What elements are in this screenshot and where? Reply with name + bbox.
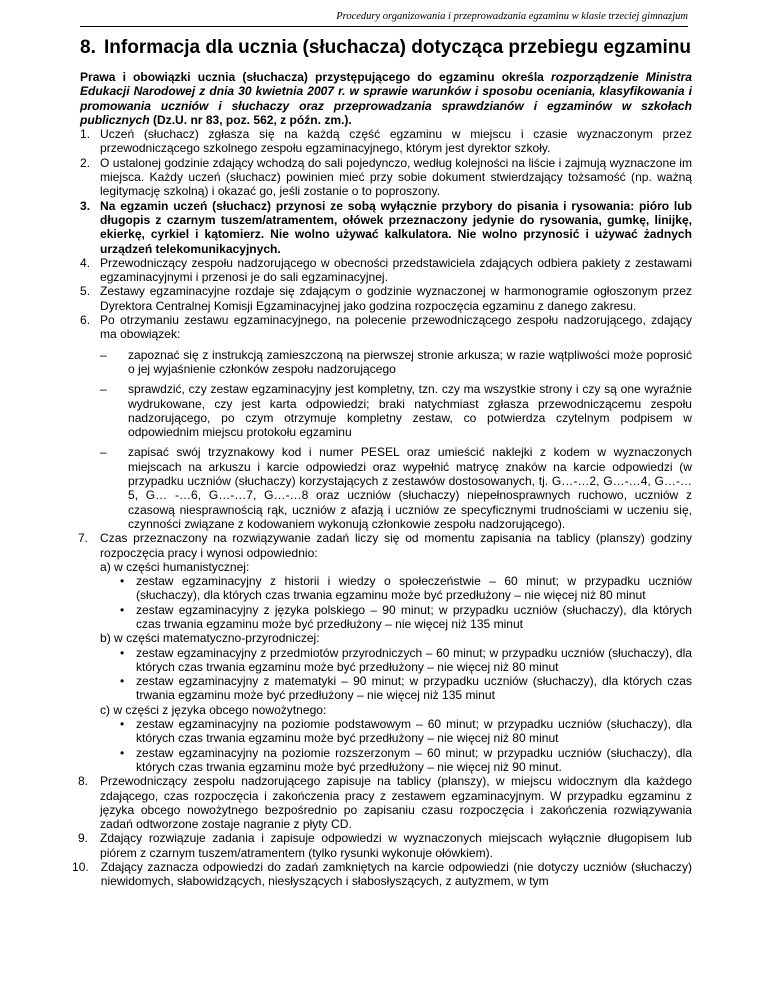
header-rule xyxy=(80,26,688,27)
bullet-text: zestaw egzaminacyjny z przedmiotów przyrodniczych – 60 minut; w przypadku uczniów (słuchaczy), dla których czas trwania egzaminu może być przedłużony – nie więcej niż 80 minut xyxy=(136,645,692,674)
list-item-1 xyxy=(80,127,692,156)
item-text: Uczeń (słuchacz) zgłasza się na każdą część egzaminu w miejscu i czasie wyznaczonym przez przewodniczącego szkolnego zespołu egzaminacyjnego, którym jest dyrektor szkoły. xyxy=(100,127,692,156)
item-text: Zdający zaznacza odpowiedzi do zadań zamkniętych na karcie odpowiedzi (nie dotyczy uczniów (słuchaczy) niewidomych, słabowidzących, niesłyszących i słabosłyszących, z autyzmem, w tym xyxy=(100,860,692,889)
group-a-bullet-1 xyxy=(120,574,692,603)
duty-text: zapoznać się z instrukcją zamieszczoną na pierwszej stronie arkusza; w razie wątpliwości może poprosić o jej wyjaśnienie członków zespołu nadzorującego xyxy=(128,347,692,376)
item-number: 10. xyxy=(72,860,89,875)
list-item-8 xyxy=(72,774,692,831)
item-number: 7. xyxy=(77,531,88,546)
bullet-marker: • xyxy=(120,574,125,589)
list-item-5 xyxy=(80,284,692,313)
bullet-text: zestaw egzaminacyjny z historii i wiedzy o społeczeństwie – 60 minut; w przypadku uczniów (słuchaczy), dla których czas trwania egzaminu może być przedłużony – nie więcej niż 80 minut xyxy=(136,574,692,603)
group-c-label: c) w części z języka obcego nowożytnego: xyxy=(100,702,327,717)
duty-item-3 xyxy=(100,445,692,531)
group-a-bullet-2 xyxy=(120,603,692,632)
item-text: Zestawy egzaminacyjne rozdaje się zdającym o godzinie wyznaczonej w harmonogramie ogłoszonym przez Dyrektora Centralnej Komisji Egzaminacyjnej jako godzina rozpoczęcia egzaminu z danego zakresu. xyxy=(100,284,692,313)
bullet-marker: • xyxy=(120,745,125,760)
intro-part1: Prawa i obowiązki ucznia (słuchacza) przystępującego do egzaminu określa xyxy=(80,70,551,84)
group-a-label: a) w części humanistycznej: xyxy=(100,559,250,574)
item-number: 9. xyxy=(77,831,88,846)
item-number: 2. xyxy=(80,155,91,170)
duty-item-2 xyxy=(100,382,692,439)
bullet-text: zestaw egzaminacyjny z języka polskiego – 90 minut; w przypadku uczniów (słuchaczy), dla których czas trwania egzaminu może być przedłużony – nie więcej niż 135 minut xyxy=(136,602,692,631)
item-text: Czas przeznaczony na rozwiązywanie zadań liczy się od momentu zapisania na tablicy (planszy) godziny rozpoczęcia pracy i wynosi odpowiednio: xyxy=(100,531,692,560)
item-number: 4. xyxy=(80,255,91,270)
item-text: Po otrzymaniu zestawu egzaminacyjnego, na polecenie przewodniczącego zespołu nadzorującego, zdający ma obowiązek: xyxy=(100,313,692,342)
running-header: Procedury organizowania i przeprowadzania egzaminu w klasie trzeciej gimnazjum xyxy=(336,11,688,22)
list-item-2 xyxy=(80,156,692,199)
item-text: O ustalonej godzinie zdający wchodzą do sali pojedynczo, według kolejności na liście i zajmują wyznaczone im miejsca. Każdy uczeń (słuchacz) powinien mieć przy sobie dokument stwierdzający tożsamość (np. ważną legitymację szkolną) i okazać go, jeśli zostanie o to poproszony. xyxy=(100,155,692,199)
item-text: Przewodniczący zespołu nadzorującego zapisuje na tablicy (planszy), w miejscu widocznym dla każdego zdającego, czas rozpoczęcia i zakończenia pracy z zestawem egzaminacyjnym. W przypadku egzaminu z języka obcego nowożytnego bezpośrednio po zapisaniu czasu rozpoczęcia i zakończenia rozwiązywania zadań odtworzone zostaje nagranie z płyty CD. xyxy=(100,774,692,832)
bullet-marker: • xyxy=(120,674,125,689)
bullet-text: zestaw egzaminacyjny na poziomie podstawowym – 60 minut; w przypadku uczniów (słuchaczy), dla których czas trwania egzaminu może być przedłużony – nie więcej niż 80 minut xyxy=(136,717,692,746)
list-item-4 xyxy=(80,256,692,285)
list-item-6 xyxy=(80,313,692,342)
dash-marker: – xyxy=(100,445,107,460)
item-number: 3. xyxy=(80,198,91,213)
item-text: Zdający rozwiązuje zadania i zapisuje odpowiedzi w wyznaczonych miejscach wyłącznie długopisem lub piórem z czarnym tuszem/atramentem (tylko rysunki wykonuje ołówkiem). xyxy=(100,831,692,860)
section-title: Informacja dla ucznia (słuchacza) dotycząca przebiegu egzaminu xyxy=(104,37,692,58)
bullet-marker: • xyxy=(120,602,125,617)
bullet-marker: • xyxy=(120,645,125,660)
section-heading xyxy=(80,36,692,60)
item-text: Na egzamin uczeń (słuchacz) przynosi ze sobą wyłącznie przybory do pisania i rysowania: pióro lub długopis z czarnym tuszem/atramentem, ołówek przeznaczony jedynie do rysowania, gumkę, linijkę, ekierkę, cyrkiel i kątomierz. Nie wolno używać kalkulatora. Nie wolno przynosić i używać żadnych urządzeń telekomunikacyjnych. xyxy=(100,198,692,256)
group-c-bullet-1 xyxy=(120,717,692,746)
intro-regulation: rozporządzenie Ministra Edukacji Narodowej z dnia 30 kwietnia 2007 r. w sprawie warunków i sposobu oceniania, klasyfikowania i promowania uczniów i słuchaczy oraz przeprowadzania sprawdzianów i egzaminów w szkołach publicznych xyxy=(80,70,692,127)
item-number: 5. xyxy=(80,284,91,299)
bullet-text: zestaw egzaminacyjny na poziomie rozszerzonym – 60 minut; w przypadku uczniów (słuchaczy), dla których czas trwania egzaminu może być przedłużony – nie więcej niż 90 minut. xyxy=(136,745,692,774)
list-item-9 xyxy=(72,831,692,860)
item-number: 1. xyxy=(80,127,91,142)
group-c-bullet-2 xyxy=(120,746,692,775)
intro-paragraph xyxy=(80,70,692,127)
duty-text: sprawdzić, czy zestaw egzaminacyjny jest kompletny, tzn. czy ma wszystkie strony i czy są one wyraźnie wydrukowane, czy jest karta odpowiedzi; braki natychmiast zgłasza przewodniczącemu zespołu nadzorującego, po czym otrzymuje kompletny zestaw, co potwierdza czytelnym podpisem w odpowiednim miejscu protokołu egzaminu xyxy=(128,382,692,440)
bullet-marker: • xyxy=(120,717,125,732)
dash-marker: – xyxy=(100,382,107,397)
group-b-label: b) w części matematyczno-przyrodniczej: xyxy=(100,631,320,646)
item-number: 6. xyxy=(80,313,91,328)
bullet-text: zestaw egzaminacyjny z matematyki – 90 minut; w przypadku uczniów (słuchaczy), dla których czas trwania egzaminu może być przedłużony – nie więcej niż 135 minut xyxy=(136,674,692,703)
list-item-10 xyxy=(72,860,692,889)
item-number: 8. xyxy=(77,774,88,789)
section-number: 8. xyxy=(80,37,96,58)
dash-marker: – xyxy=(100,347,107,362)
list-item-3 xyxy=(80,199,692,256)
item-text: Przewodniczący zespołu nadzorującego w obecności przedstawiciela zdających odbiera pakiety z zestawami egzaminacyjnymi i przenosi je do sali egzaminacyjnej. xyxy=(100,255,692,285)
duty-item-1 xyxy=(100,348,692,377)
duty-text: zapisać swój trzyznakowy kod i numer PESEL oraz umieścić naklejki z kodem w wyznaczonych miejscach na arkuszu i karcie odpowiedzi oraz wypełnić matrycę znaków na karcie odpowiedzi (w przypadku uczniów (słuchaczy) korzystających z zestawów dostosowanych, tj. G…-…2, G…-…4, G…-…5, G… -…6, G…-…7, G…-…8 oraz uczniów (słuchaczy) niepełnosprawnych ruchowo, uczniów z czasową niesprawnością rąk, uczniów z afazją i uczniów ze specyficznymi trudnościami w uczeniu się, czynności związane z kodowaniem wykonują członkowie zespołu nadzorującego). xyxy=(128,445,692,531)
page-content xyxy=(72,36,692,889)
group-b-bullet-2 xyxy=(120,674,692,703)
group-b-bullet-1 xyxy=(120,646,692,675)
list-item-7 xyxy=(72,531,692,560)
intro-part3: (Dz.U. nr 83, poz. 562, z późn. zm.). xyxy=(149,112,352,127)
